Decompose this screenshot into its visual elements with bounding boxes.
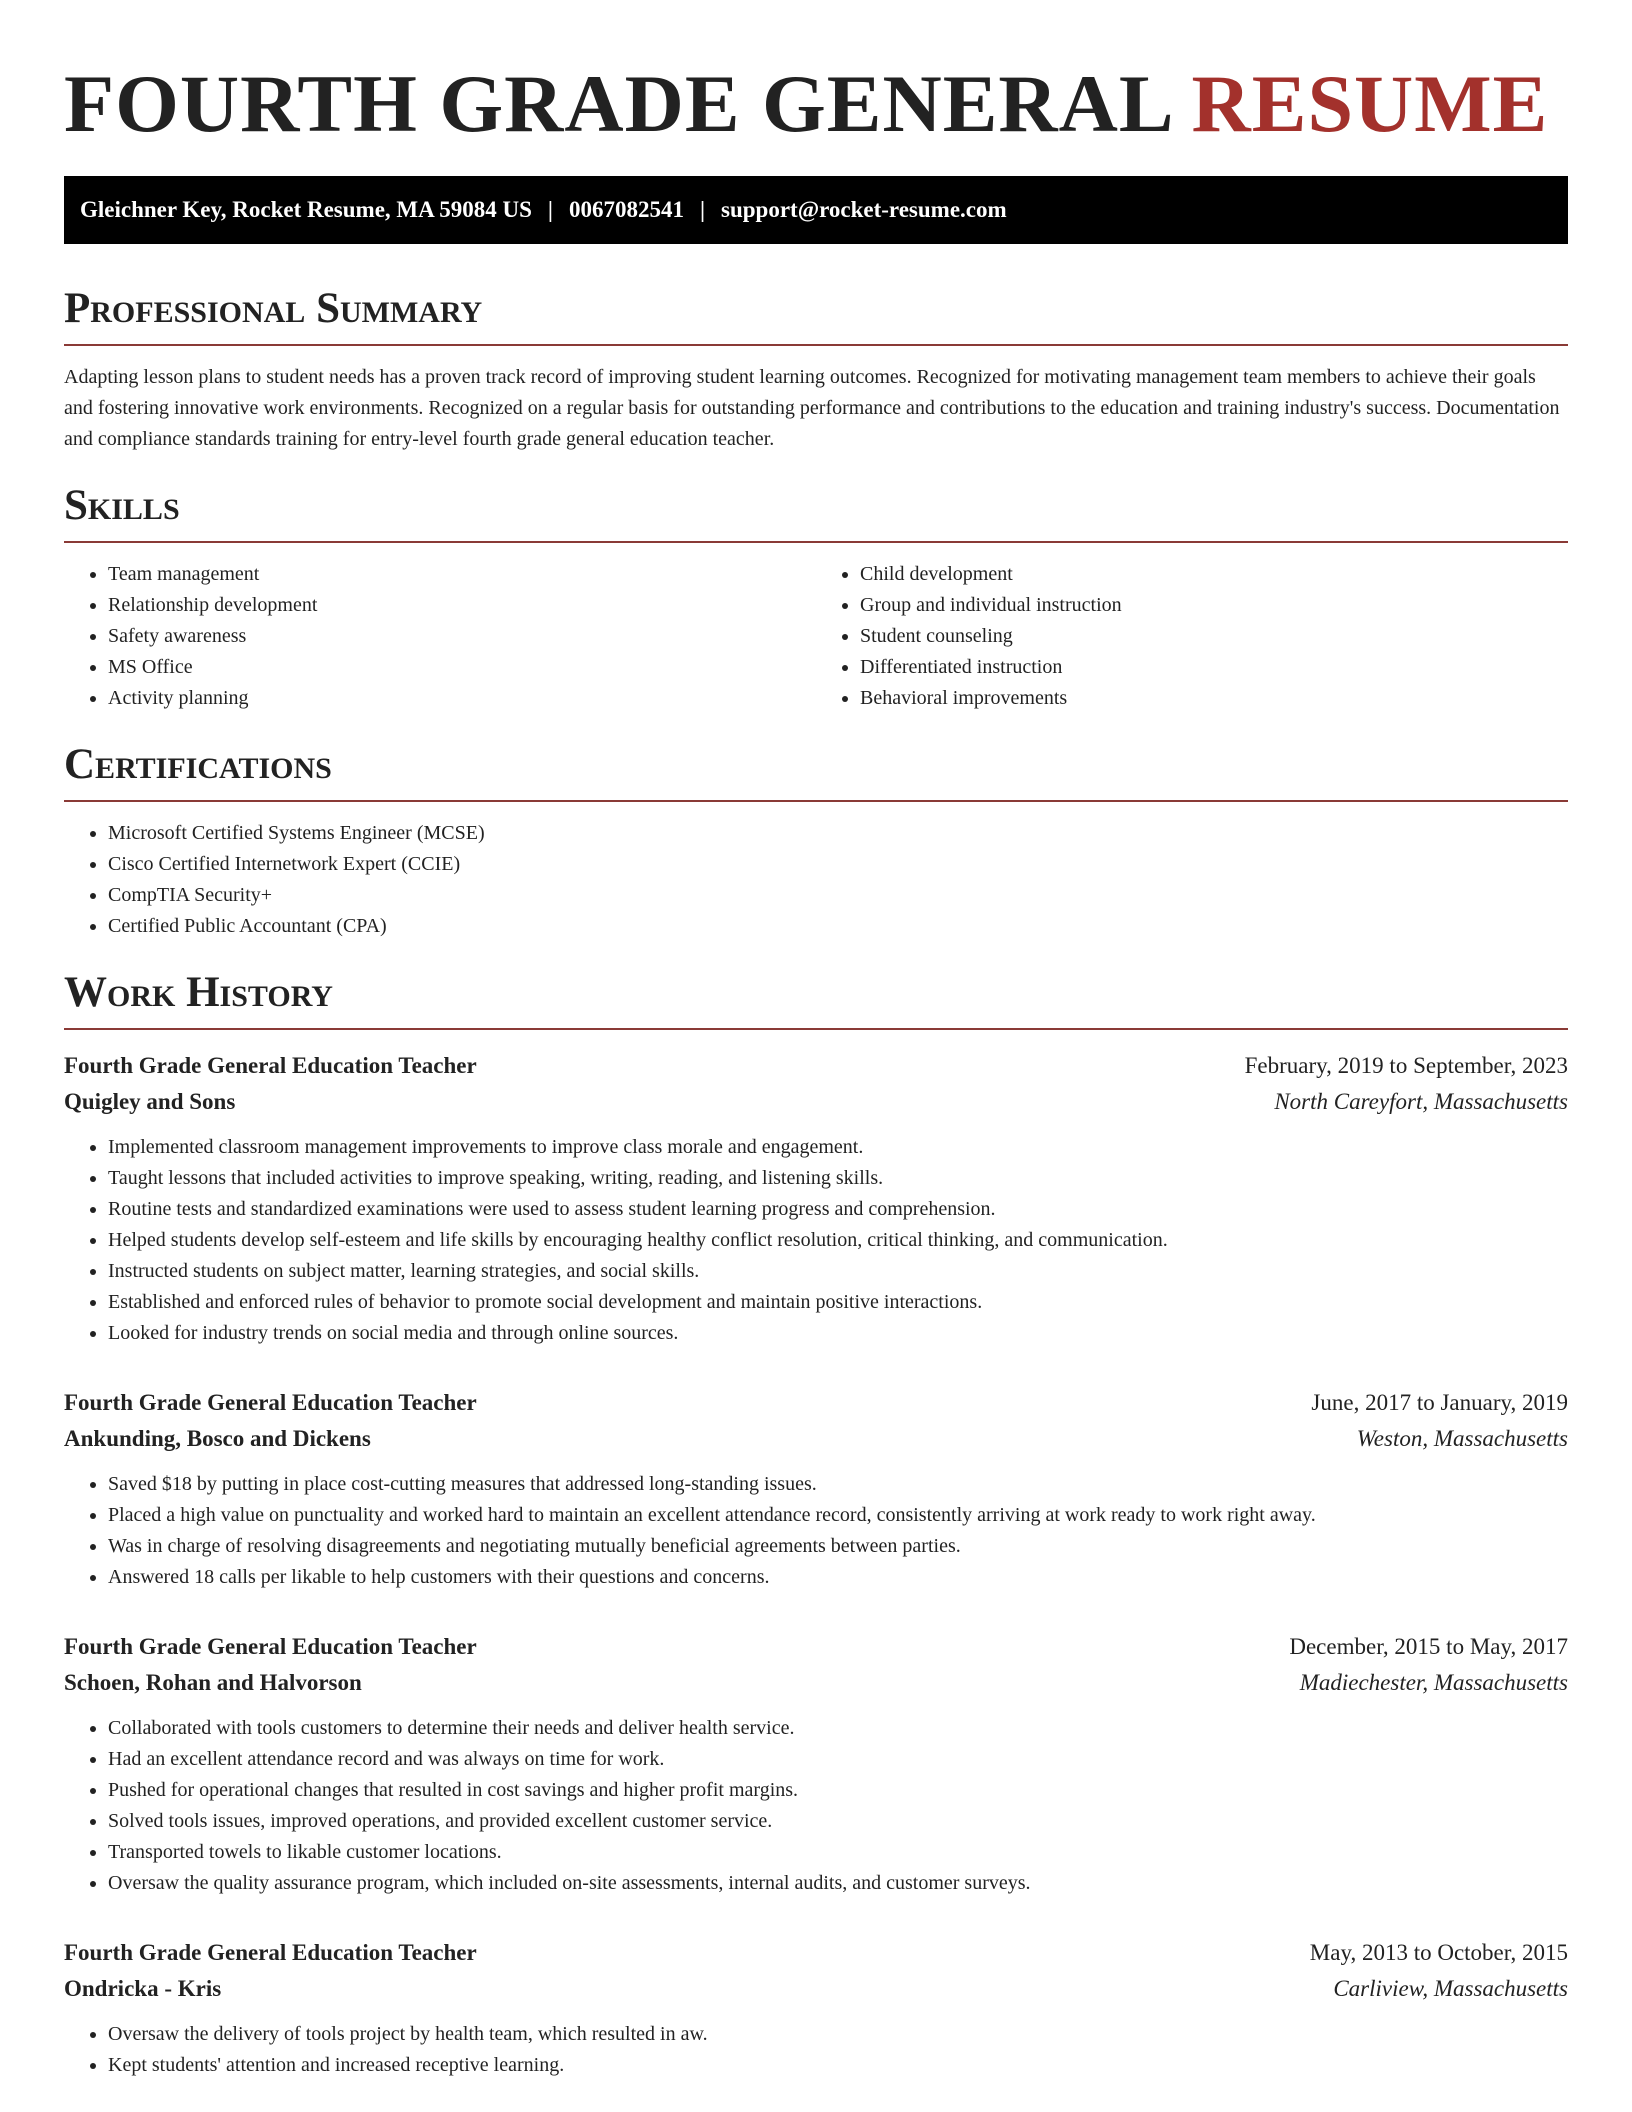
certification-item: • Cisco Certified Internetwork Expert (CCIE) bbox=[108, 849, 1568, 880]
job-title-row bbox=[64, 1629, 1568, 1665]
summary-text: Adapting lesson plans to student needs has a proven track record of improving student learning outcomes. Recognized for motivating management team members to achieve their goals and fostering innovative work environments. Recognized on a regular basis for outstanding performance and contributions to the education and training industry's success. Documentation and compliance standards training for entry-level fourth grade general education teacher. bbox=[64, 366, 1560, 450]
title-main: FOURTH GRADE GENERAL bbox=[64, 58, 1171, 149]
job-duty-item: • Instructed students on subject matter, learning strategies, and social skills. bbox=[108, 1256, 1568, 1287]
summary-heading: Professional Summary bbox=[64, 284, 1568, 346]
skill-item: • MS Office bbox=[108, 652, 816, 683]
job-duty-item: • Established and enforced rules of behavior to promote social development and maintain positive interactions. bbox=[108, 1287, 1568, 1318]
skill-item: • Team management bbox=[108, 559, 816, 590]
job-company: Schoen, Rohan and Halvorson bbox=[64, 1670, 362, 1695]
job-duty-item: • Kept students' attention and increased receptive learning. bbox=[108, 2050, 1568, 2081]
skills-heading: Skills bbox=[64, 481, 1568, 543]
job-title: Fourth Grade General Education Teacher bbox=[64, 1634, 477, 1659]
job-duties-list bbox=[64, 1132, 1568, 1349]
job-company: Quigley and Sons bbox=[64, 1089, 236, 1114]
work-history-section bbox=[64, 968, 1568, 2081]
job-duty-item: • Looked for industry trends on social media and through online sources. bbox=[108, 1318, 1568, 1349]
job-duty-item: • Answered 18 calls per likable to help customers with their questions and concerns. bbox=[108, 1562, 1568, 1593]
job-duty-item: • Was in charge of resolving disagreements and negotiating mutually beneficial agreements between parties. bbox=[108, 1531, 1568, 1562]
job-company-row bbox=[64, 1665, 1568, 1701]
certifications-section bbox=[64, 740, 1568, 942]
job-entry bbox=[64, 1935, 1568, 2081]
job-dates: December, 2015 to May, 2017 bbox=[1289, 1634, 1568, 1659]
job-title: Fourth Grade General Education Teacher bbox=[64, 1390, 477, 1415]
job-title: Fourth Grade General Education Teacher bbox=[64, 1940, 477, 1965]
contact-separator: | bbox=[547, 197, 553, 222]
job-company-row bbox=[64, 1971, 1568, 2007]
skill-item: • Behavioral improvements bbox=[860, 683, 1568, 714]
certifications-list bbox=[64, 818, 1568, 942]
job-duty-item: • Taught lessons that included activities to improve speaking, writing, reading, and listening skills. bbox=[108, 1163, 1568, 1194]
job-title-row bbox=[64, 1935, 1568, 1971]
job-dates: June, 2017 to January, 2019 bbox=[1311, 1390, 1568, 1415]
contact-address: Gleichner Key, Rocket Resume, MA 59084 US bbox=[80, 197, 532, 222]
job-duty-item: • Routine tests and standardized examinations were used to assess student learning progress and comprehension. bbox=[108, 1194, 1568, 1225]
resume-title bbox=[64, 56, 1568, 152]
job-title-row bbox=[64, 1385, 1568, 1421]
work-history-heading: Work History bbox=[64, 968, 1568, 1030]
job-entry bbox=[64, 1385, 1568, 1593]
job-location: Carliview, Massachusetts bbox=[1333, 1976, 1568, 2001]
contact-separator: | bbox=[699, 197, 706, 222]
job-location: North Careyfort, Massachusetts bbox=[1274, 1089, 1568, 1114]
skill-item: • Differentiated instruction bbox=[860, 652, 1568, 683]
job-duty-item: • Had an excellent attendance record and was always on time for work. bbox=[108, 1744, 1568, 1775]
skill-item: • Safety awareness bbox=[108, 621, 816, 652]
skills-section bbox=[64, 481, 1568, 714]
summary-section bbox=[64, 284, 1568, 455]
job-duty-item: • Placed a high value on punctuality and worked hard to maintain an excellent attendance record, consistently arriving at work ready to work right away. bbox=[108, 1500, 1568, 1531]
job-title: Fourth Grade General Education Teacher bbox=[64, 1053, 477, 1078]
job-duty-item: • Collaborated with tools customers to determine their needs and deliver health service. bbox=[108, 1713, 1568, 1744]
certifications-heading: Certifications bbox=[64, 740, 1568, 802]
title-accent: RESUME bbox=[1191, 58, 1549, 149]
job-entry bbox=[64, 1629, 1568, 1899]
skill-item: • Group and individual instruction bbox=[860, 590, 1568, 621]
skills-list-left bbox=[64, 559, 816, 714]
skill-item: • Activity planning bbox=[108, 683, 816, 714]
contact-bar bbox=[64, 176, 1568, 244]
job-entry bbox=[64, 1048, 1568, 1349]
job-duty-item: • Oversaw the quality assurance program, which included on-site assessments, internal audits, and customer surveys. bbox=[108, 1868, 1568, 1899]
job-duty-item: • Saved $18 by putting in place cost-cutting measures that addressed long-standing issues. bbox=[108, 1469, 1568, 1500]
job-duty-item: • Solved tools issues, improved operations, and provided excellent customer service. bbox=[108, 1806, 1568, 1837]
skills-list-right bbox=[816, 559, 1568, 714]
job-duty-item: • Oversaw the delivery of tools project by health team, which resulted in aw. bbox=[108, 2019, 1568, 2050]
contact-email: support@rocket-resume.com bbox=[721, 197, 1007, 222]
contact-phone: 0067082541 bbox=[568, 197, 684, 222]
job-company: Ondricka - Kris bbox=[64, 1976, 222, 2001]
certification-item: • Microsoft Certified Systems Engineer (MCSE) bbox=[108, 818, 1568, 849]
skill-item: • Child development bbox=[860, 559, 1568, 590]
job-duties-list bbox=[64, 2019, 1568, 2081]
certification-item: • Certified Public Accountant (CPA) bbox=[108, 911, 1568, 942]
job-company-row bbox=[64, 1421, 1568, 1457]
job-duties-list bbox=[64, 1713, 1568, 1899]
certification-item: • CompTIA Security+ bbox=[108, 880, 1568, 911]
job-dates: February, 2019 to September, 2023 bbox=[1244, 1053, 1568, 1078]
job-duty-item: • Implemented classroom management improvements to improve class morale and engagement. bbox=[108, 1132, 1568, 1163]
job-duty-item: • Helped students develop self-esteem and life skills by encouraging healthy conflict resolution, critical thinking, and communication. bbox=[108, 1225, 1568, 1256]
job-company: Ankunding, Bosco and Dickens bbox=[64, 1426, 371, 1451]
job-dates: May, 2013 to October, 2015 bbox=[1309, 1940, 1568, 1965]
skill-item: • Student counseling bbox=[860, 621, 1568, 652]
job-location: Madiechester, Massachusetts bbox=[1299, 1670, 1568, 1695]
job-location: Weston, Massachusetts bbox=[1356, 1426, 1568, 1451]
job-company-row bbox=[64, 1084, 1568, 1120]
job-duty-item: • Pushed for operational changes that resulted in cost savings and higher profit margins. bbox=[108, 1775, 1568, 1806]
skill-item: • Relationship development bbox=[108, 590, 816, 621]
skills-grid bbox=[64, 559, 1568, 714]
job-duty-item: • Transported towels to likable customer locations. bbox=[108, 1837, 1568, 1868]
job-title-row bbox=[64, 1048, 1568, 1084]
job-duties-list bbox=[64, 1469, 1568, 1593]
